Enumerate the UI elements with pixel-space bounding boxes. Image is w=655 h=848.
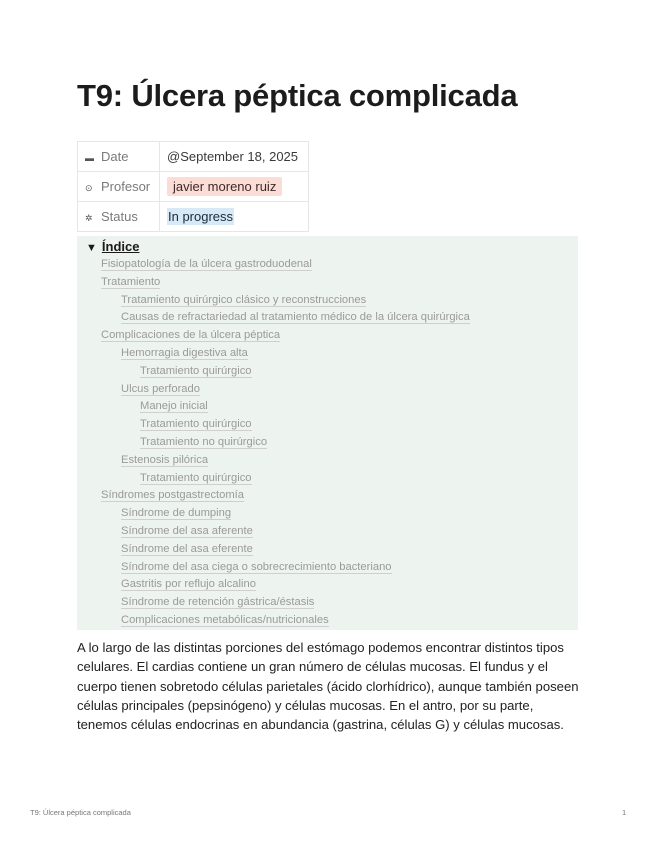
property-row-status (78, 202, 309, 232)
property-value-date[interactable]: @September 18, 2025 (160, 142, 309, 172)
property-key-status: Status (101, 209, 138, 224)
toc-link[interactable]: Tratamiento quirúrgico (140, 471, 252, 484)
property-key-date: Date (101, 149, 129, 164)
triangle-down-icon[interactable]: ▼ (86, 242, 97, 254)
toc-item[interactable] (77, 363, 578, 381)
toc-item[interactable] (77, 523, 578, 541)
toc-link[interactable]: Estenosis pilórica (121, 453, 209, 466)
toc-link[interactable]: Ulcus perforado (121, 382, 200, 395)
toc-link[interactable]: Síndrome de retención gástrica/éstasis (121, 596, 315, 609)
toc-item[interactable] (77, 256, 578, 274)
page-title: T9: Úlcera péptica complicada (77, 78, 518, 113)
toc-link[interactable]: Síndrome de dumping (121, 507, 232, 520)
toc-link[interactable]: Tratamiento quirúrgico (140, 418, 252, 431)
toc-item[interactable] (77, 292, 578, 310)
profesor-tag[interactable]: javier moreno ruiz (167, 177, 282, 196)
person-icon: ⊙ (85, 183, 93, 193)
toc-link[interactable]: Síndrome del asa aferente (121, 524, 253, 537)
toc-list (77, 256, 578, 630)
property-row-profesor (78, 172, 309, 202)
toc-item[interactable] (77, 345, 578, 363)
toc-item[interactable] (77, 559, 578, 577)
toc-item[interactable] (77, 487, 578, 505)
toc-item[interactable] (77, 576, 578, 594)
toc-link[interactable]: Hemorragia digestiva alta (121, 346, 248, 359)
toc-link[interactable]: Tratamiento quirúrgico clásico y reconstrucciones (121, 293, 367, 306)
toc-link[interactable]: Manejo inicial (140, 400, 208, 413)
calendar-icon: ▬ (85, 153, 94, 163)
toc-item[interactable] (77, 470, 578, 488)
toc-link[interactable]: Síndrome del asa eferente (121, 542, 253, 555)
toc-item[interactable] (77, 452, 578, 470)
body-paragraph: A lo largo de las distintas porciones del estómago podemos encontrar distintos tipos celulares. El cardias contiene un gran número de células mucosas. El fundus y el cuerpo tienen sobretodo células parietales (ácido clorhídrico), aunque también poseen células principales (pepsinógeno) y células mucosas. En el antro, por su parte, tenemos células endocrinas en abundancia (gastrina, células G) y células mucosas. (77, 640, 579, 733)
toc-item[interactable] (77, 381, 578, 399)
toc-link[interactable]: Síndrome del asa ciega o sobrecrecimiento bacteriano (121, 560, 392, 573)
toc-link[interactable]: Tratamiento no quirúrgico (140, 435, 268, 448)
property-key-profesor: Profesor (101, 179, 151, 194)
toc-item[interactable] (77, 541, 578, 559)
toc-item[interactable] (77, 612, 578, 630)
toc-link[interactable]: Síndromes postgastrectomía (101, 489, 245, 502)
property-row-date (78, 142, 309, 172)
status-icon: ✲ (85, 213, 93, 223)
toc-link[interactable]: Tratamiento quirúrgico (140, 364, 252, 377)
toc-link[interactable]: Fisiopatología de la úlcera gastroduodenal (101, 258, 312, 270)
toc-link[interactable]: Gastritis por reflujo alcalino (121, 578, 256, 591)
toc-item[interactable] (77, 398, 578, 416)
toc-item[interactable] (77, 505, 578, 523)
properties-table (77, 141, 309, 232)
toc-link[interactable]: Complicaciones metabólicas/nutricionales (121, 613, 329, 626)
toc-toggle[interactable] (86, 239, 139, 254)
toc-link[interactable]: Causas de refractariedad al tratamiento médico de la úlcera quirúrgica (121, 311, 470, 324)
toc-link[interactable]: Complicaciones de la úlcera péptica (101, 329, 281, 342)
status-tag[interactable]: In progress (168, 209, 234, 224)
toc-item[interactable] (77, 416, 578, 434)
toc-item[interactable] (77, 594, 578, 612)
page-number: 1 (622, 808, 627, 817)
toc-item[interactable] (77, 274, 578, 292)
table-of-contents (77, 236, 578, 630)
toc-heading: Índice (101, 239, 140, 254)
toc-item[interactable] (77, 434, 578, 452)
footer-title: T9: Úlcera péptica complicada (30, 808, 131, 817)
toc-item[interactable] (77, 309, 578, 327)
toc-item[interactable] (77, 327, 578, 345)
toc-link[interactable]: Tratamiento (101, 275, 161, 288)
